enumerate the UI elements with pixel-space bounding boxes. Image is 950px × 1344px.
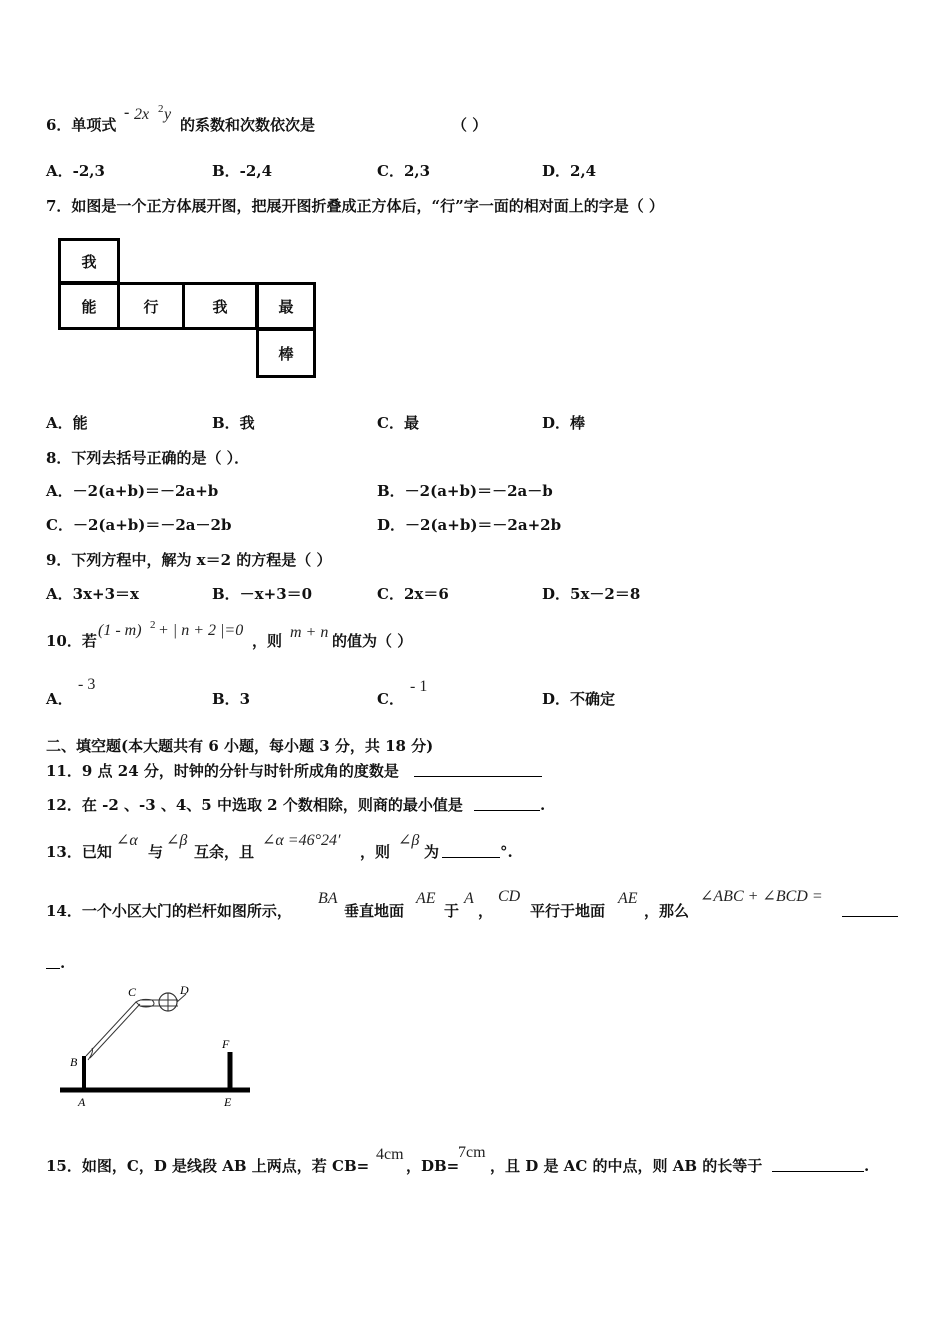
q14-a: A (464, 890, 474, 907)
q6-expr: 2x (134, 106, 150, 123)
net-cell: 最 (256, 282, 316, 330)
q6-option-c: C．2,3 (377, 162, 431, 180)
q8-option-d: D．－2(a+b)＝－2a+2b (377, 516, 562, 534)
q14-parallel: 平行于地面 (530, 902, 606, 920)
q10-option-a-label: A． (46, 690, 73, 708)
label-b: B (70, 1055, 78, 1069)
q14-answer-blank[interactable] (842, 902, 898, 917)
q14-comma: ， (478, 902, 494, 920)
q10-number: 10．若 (46, 632, 97, 650)
net-cell: 行 (117, 282, 185, 330)
q10-option-d: D．不确定 (542, 690, 616, 708)
q15-answer-blank[interactable] (772, 1157, 864, 1172)
q6-number: 6．单项式 (46, 116, 117, 134)
q14-ba: BA (318, 890, 338, 907)
q10-mid: ，则 (252, 632, 283, 650)
q10-option-a-value: - 3 (78, 676, 96, 693)
q13-and: 与 (148, 843, 164, 861)
q14-answer-blank-cont[interactable] (46, 954, 60, 969)
q14-at: 于 (444, 902, 460, 920)
q7-option-c: C．最 (377, 414, 419, 432)
bar-bc-1 (86, 1002, 136, 1056)
q15-db-label: ，DB= (406, 1157, 460, 1175)
net-cell: 棒 (256, 328, 316, 378)
q9-stem: 9．下列方程中，解为 x＝2 的方程是（ ） (46, 551, 332, 569)
q15-number: 15．如图，C，D 是线段 AB 上两点，若 CB= (46, 1157, 370, 1175)
q14-ae: AE (416, 890, 436, 907)
q12-end: . (540, 796, 546, 814)
q13-equation: ∠α =46°24′ (262, 832, 341, 849)
q6-option-a: A．-2,3 (46, 162, 105, 180)
q13-tail: 为 (424, 843, 440, 861)
q8-option-a: A．－2(a+b)＝－2a+b (46, 482, 219, 500)
q7-stem: 7．如图是一个正方体展开图，把展开图折叠成正方体后，“行”字一面的相对面上的字是（ ） (46, 197, 664, 215)
q6-option-b: B．-2,4 (212, 162, 273, 180)
q11-answer-blank[interactable] (414, 762, 542, 777)
q12-answer-blank[interactable] (474, 796, 540, 811)
q7-option-a: A．能 (46, 414, 88, 432)
q10-expr2: + | n + 2 |=0 (158, 622, 244, 639)
q14-end: . (60, 954, 66, 972)
q14-sum: ∠ABC + ∠BCD = (700, 888, 823, 905)
label-a: A (78, 1095, 86, 1109)
q15-tail: ，且 D 是 AC 的中点，则 AB 的长等于 (490, 1157, 763, 1175)
q13-number: 13．已知 (46, 843, 112, 861)
q10-mn: m + n (290, 624, 329, 641)
label-e: E (224, 1095, 232, 1109)
q12-text: 12．在 -2 、-3 、4、5 中选取 2 个数相除，则商的最小值是 (46, 796, 463, 814)
q10-option-c-value: - 1 (410, 678, 428, 695)
q11-text: 11．9 点 24 分，时钟的分针与时针所成角的度数是 (46, 762, 399, 780)
q14-number: 14．一个小区大门的栏杆如图所示， (46, 902, 292, 920)
net-cell: 能 (58, 282, 120, 330)
q13-answer-blank[interactable] (442, 843, 500, 858)
q6-exponent: 2 (158, 103, 164, 115)
q13-mid: 互余，且 (194, 843, 255, 861)
q13-beta: ∠β (166, 832, 188, 849)
q9-option-b: B．－x+3＝0 (212, 585, 313, 603)
q15-db: 7cm (458, 1144, 486, 1161)
gate-figure (56, 980, 256, 1115)
q10-exponent: 2 (150, 619, 156, 631)
q13-end: °. (500, 843, 513, 861)
label-f: F (222, 1037, 230, 1051)
q6-option-d: D．2,4 (542, 162, 597, 180)
q6-tail: 的系数和次数依次是 (180, 116, 316, 134)
q6-minus: - (124, 104, 130, 121)
q10-tail: 的值为（ ） (332, 632, 413, 650)
section-heading: 二、填空题(本大题共有 6 小题，每小题 3 分，共 18 分) (46, 737, 434, 755)
net-cell: 我 (58, 238, 120, 284)
q10-option-c-label: C． (377, 690, 404, 708)
q13-alpha: ∠α (116, 832, 138, 849)
q7-option-b: B．我 (212, 414, 255, 432)
q10-expr: (1 - m) (98, 622, 142, 639)
q8-stem: 8．下列去括号正确的是（ ）． (46, 449, 250, 467)
q8-option-b: B．－2(a+b)＝－2a－b (377, 482, 553, 500)
q6-paren: （ ） (452, 116, 488, 134)
q14-so: ，那么 (644, 902, 690, 920)
q6-expr-y: y (164, 106, 172, 123)
q9-option-a: A．3x+3＝x (46, 585, 139, 603)
q8-option-c: C．－2(a+b)＝－2a－2b (46, 516, 232, 534)
q15-end: . (864, 1157, 870, 1175)
net-cell: 我 (182, 282, 258, 330)
q9-option-c: C．2x＝6 (377, 585, 449, 603)
label-c: C (128, 985, 137, 999)
q13-then: ，则 (360, 843, 391, 861)
q7-option-d: D．棒 (542, 414, 586, 432)
q14-perp: 垂直地面 (344, 902, 405, 920)
q13-beta2: ∠β (398, 832, 420, 849)
q14-ae2: AE (618, 890, 638, 907)
label-d: D (180, 983, 189, 997)
bar-bc-2 (90, 1004, 140, 1058)
q14-cd: CD (498, 888, 521, 905)
q15-cb: 4cm (376, 1146, 404, 1163)
q10-option-b: B．3 (212, 690, 251, 708)
q9-option-d: D．5x－2＝8 (542, 585, 641, 603)
